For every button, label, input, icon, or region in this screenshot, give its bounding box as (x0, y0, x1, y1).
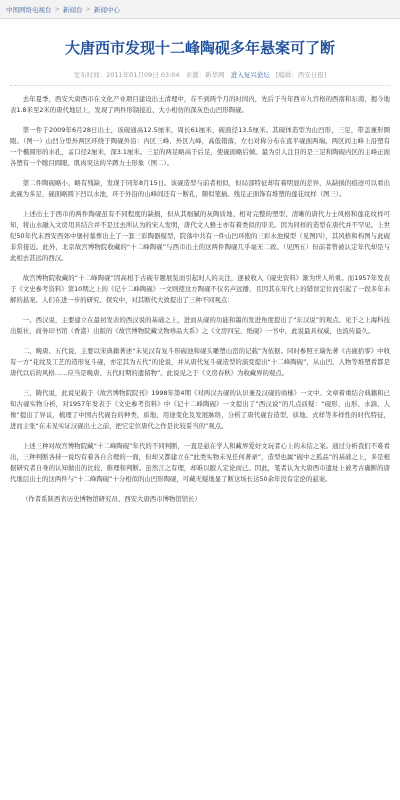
article-paragraph: 上述三种对故宫博物院藏“十二峰陶砚”年代的不同判断，一直是悬在学人和藏界爱好文玩者心上的未结之案。通过分析我们不难看出，三种判断各持一说均有着各自合理的一面，但却又都建立在“此类实物未见任何著录”，造型也属“砚中之孤品”的基础之上，多是根据研究者自身的认知做出的比较、推理和判断。虽然言之有理，却难以服人定论而已。因此，笔者认为大唐西市遗址上被考古确断的唐代地层出土的这两件与“十二峰陶砚”十分相似的山凹形陶砚，可藏无疑地显了断这场长达50余年没有定论的悬案。 (10, 442, 390, 483)
article-paragraph: 上述出土于西市的两件陶砚虽有不同程度的缺损，但从其细腻的灰陶质地、相对完整的塑型、清晰的唐代力士风格和莲花纹样可知，将山水融入文房用具结合并不是过去所认为的宋人发明，唐代文人雅士亦有着类似的审美。因为同样的造型在唐代并不罕见。上世纪50年代末西安西郊中堡村墓葬出土了一套三彩陶器模型，院落中共有一件山凹环抱的三彩水池模型（见图四），其风格和构图与此砚非常接近。此外，北京故宫博物院收藏的“十二峰陶砚”与西市出土的这两件陶砚几乎毫无二致。（见图五）但前者曾被认定年代却是与此相去甚远的西汉。 (10, 210, 390, 262)
editor-label: [编辑：西安日报] (275, 71, 327, 79)
article-paragraph: 一、西汉说，主要建立在最初发表的西汉说的基础之上，进而从砚的功能和墨的发进角度提出了“东汉说”的观点。见于之上海科技出版社、商务印书馆（香港）出版的《故宫博物院藏文物珍品大系》之《文房四宝、纸砚》一书中，此说最具权威，也流传最久。 (10, 316, 390, 335)
breadcrumb-item-channel[interactable]: 新闻台 (62, 5, 83, 14)
breadcrumb-separator: > (54, 5, 60, 13)
breadcrumb (0, 0, 400, 19)
breadcrumb-item-section[interactable]: 新闻中心 (93, 5, 120, 14)
author-signature: （作者系陕西省历史博物馆研究员、西安大唐西市博物馆馆长） (22, 495, 201, 503)
publish-time: 发布时间：2011年01月09日 03:04 (73, 71, 180, 79)
article-paragraph: 第二件陶砚略小，略有残缺，发现于同年8月15日。该砚造型与前者相似，但局部特征却有着明显的差异，从缺损的痕迹可以看出此砚为多足，砚面略圆下凹以水池，环于外沿的山峰间还有一断孔，颇似笔插。残足正面饰有堆塑的莲花纹样（图三）。 (10, 179, 390, 198)
article-paragraph: 第一件于2009年6月28日出土，该砚通高12.5厘米，周长61厘米，砚面径13.5厘米。其砚体造型为山凹形，三足，带盖兼形圈眼。（图一）山凹分里外两区环绕于陶砚外沿：内区三峰、外区九峰，高低错落，左右对称分布在直平砚面两端。两区间主峰上沿塑有一个椭圆形的水孔，孟口径2厘米，深3.1厘米。三足的两足略高于后足，使砚面略后倾。最为引人注目的是三足和陶砚内区的主峰正面各塑有一个瞠目圆眼、肌肉突达的半蹲力士形象（图二）。 (10, 126, 390, 167)
article-source: 来源：新华网 (185, 71, 225, 79)
article-paragraph: 三、隋代说，此说见载于《故宫博物院院刊》1998年第4期《对两汉古砚的认识兼及汉砚的商榷》一文中。文章着重结合典籍和已知古砚实物分析，对1957年发表于《文史参考资料》中《记十二峰陶砚》一文提出了“西汉说”的几点质疑：“砚形、山形、水滴、人像”提出了异议，梳理了中国古代砚台的种类、质地、用途变化及发展脉络，分析了唐代砚台造型、质地、式样等多样性的时代特征，进而主张“在未见实证汉砚出土之前，把它定位唐代之作是比较妥当的”观点。 (10, 389, 390, 430)
article-paragraph: 故宫博物院收藏的“十二峰陶砚”因高相于古砚专题展览而引起时人的关注，逐被收入《砚史资料》渐为世人所重。而1957年发表于《文史参考资料》第10期之上的《记十二峰陶砚》一文则使这方陶砚不仅名声远播，且因其在年代上的错误定位而引起了一段多年未解的悬案。人们在进一步的研究、探究中，对其断代大致提出了三种不同观点： (10, 274, 390, 304)
article-body (10, 94, 390, 503)
forum-link[interactable]: 进入复兴论坛 (230, 71, 270, 79)
article-paragraph: 二、晚唐、五代说，主要以宋典籍著述“未见汉有复斗形砚池和砚头雕塑山峦的记载”为依据。同时参照王瑞先著《古砚拾零》中收有一方“花纹及工艺的造形复斗砚，亦定其为五代”的论说，并从唐代复斗砚造型的演变提出“十二峰陶砚”，从山凹、人物等堆塑看都是唐代以后的风格……应当是晚唐、五代时期的遗留物”。此说见之于《文房春秋》为收藏界的观点。 (10, 347, 390, 377)
breadcrumb-item-home[interactable]: 中国网络电视台 (6, 5, 52, 14)
article-meta (10, 66, 390, 86)
article-title: 大唐西市发现十二峰陶砚多年悬案可了断 (64, 39, 335, 57)
article (0, 19, 400, 503)
article-paragraph: 去年夏季，西安大唐西市在文化产业项目建设出土清理中，在不到两个月的时间内，先后于当年西市九宫格的西南和东南，揭今地表1.8米至2米的唐代地层上，发现了两件形制接近、大小相仿的深灰色山凹形陶砚。 (10, 95, 390, 114)
breadcrumb-separator: > (85, 5, 91, 13)
